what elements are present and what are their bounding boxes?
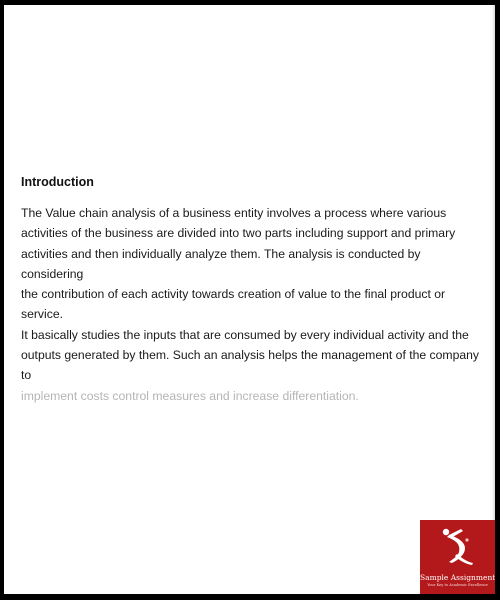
logo-name: Sample Assignment [420,573,495,582]
paragraph-line: The Value chain analysis of a business entity involves a process where various [21,206,447,220]
section-heading: Introduction [21,175,94,189]
paragraph-line: outputs generated by them. Such an analysis helps the management of the company to [21,348,479,383]
paragraph-line: activities and then individually analyze them. The analysis is conducted by considering [21,246,421,281]
mascot-figure-icon [437,526,477,570]
paragraph-line: It basically studies the inputs that are consumed by every individual activity and the [21,327,469,342]
sample-assignment-logo [420,520,495,594]
faded-paragraph-line: implement costs control measures and increase differentiation. [21,388,359,403]
logo-tagline: Your Key to Academic Excellence [427,583,488,587]
paragraph-line: the contribution of each activity towards creation of value to the final product or service. [21,287,446,322]
intro-paragraph [21,203,483,406]
document-page [4,5,495,594]
paragraph-line: activities of the business are divided into two parts including support and primary [21,226,456,241]
page-edge-shadow [492,5,495,594]
